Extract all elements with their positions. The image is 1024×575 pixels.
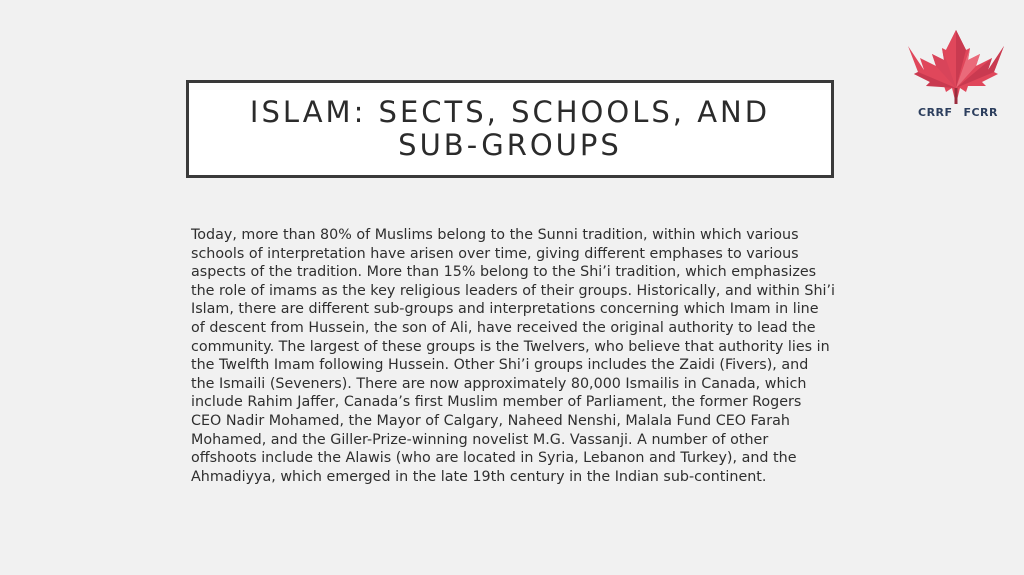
logo-labels xyxy=(906,106,1006,119)
logo-label-fcrr: FCRR xyxy=(963,106,998,119)
crrf-fcrr-logo xyxy=(906,28,1006,124)
title-box xyxy=(186,80,834,178)
logo-label-crrf: CRRF xyxy=(918,106,953,119)
slide-title: ISLAM: SECTS, SCHOOLS, AND SUB-GROUPS xyxy=(249,95,771,162)
slide-body-text: Today, more than 80% of Muslims belong to the Sunni tradition, within which various schools of interpretation have arisen over time, giving different emphases to various aspects of the tradition. More than 15% belong to the Shi’i tradition, which emphasizes the role of imams as the key religious leaders of their groups. Historically, and within Shi’i Islam, there are different sub-groups and interpretations concerning which Imam in line of descent from Hussein, the son of Ali, have received the original authority to lead the community. The largest of these groups is the Twelvers, who believe that authority lies in the Twelfth Imam following Hussein. Other Shi’i groups includes the Zaidi (Fivers), and the Ismaili (Seveners). There are now approximately 80,000 Ismailis in Canada, which include Rahim Jaffer, Canada’s first Muslim member of Parliament, the former Rogers CEO Nadir Mohamed, the Mayor of Calgary, Naheed Nenshi, Malala Fund CEO Farah Mohamed, and the Giller-Prize-winning novelist M.G. Vassanji. A number of other offshoots include the Alawis (who are located in Syria, Lebanon and Turkey), and the Ahmadiyya, which emerged in the late 19th century in the Indian sub-continent. xyxy=(191,227,836,485)
maple-leaf-icon xyxy=(908,28,1004,108)
